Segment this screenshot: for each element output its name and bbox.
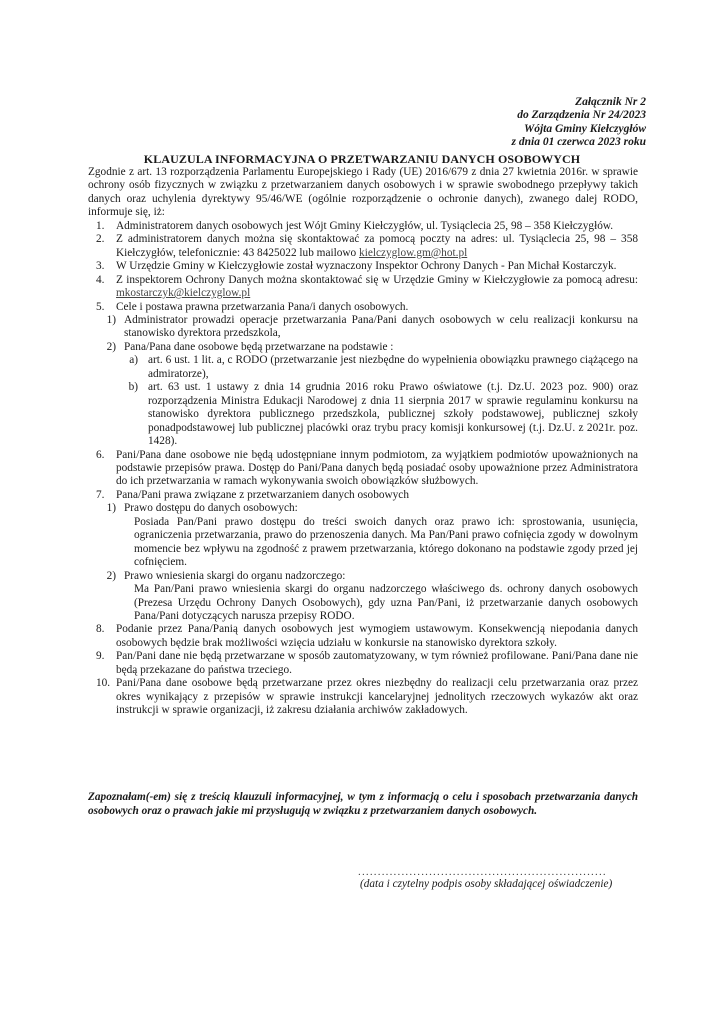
list-item xyxy=(88,650,638,677)
annex-number: Załącznik Nr 2 xyxy=(575,96,646,108)
document-title: KLAUZULA INFORMACYJNA O PRZETWARZANIU DANYCH OSOBOWYCH xyxy=(143,152,581,166)
item-text-body: Z inspektorem Ochrony Danych można skontaktować się w Urzędzie Gminy w Kiełczygłowie za pomocą adresu: xyxy=(116,273,638,286)
item-text-body: Z administratorem danych można się skontaktować za pomocą poczty na adres: ul. Tysiąclecia 25, 98 – 358 Kiełczygłów, telefonicznie: 43 8425022 lub mailowo xyxy=(116,233,638,259)
item-text: Administratorem danych osobowych jest Wójt Gminy Kiełczygłów, ul. Tysiąclecia 25, 98 – 358 Kiełczygłów. xyxy=(116,219,614,232)
list-item xyxy=(88,301,638,314)
sub-item-paragraph: Posiada Pan/Pani prawo dostępu do treści swoich danych oraz prawo ich: sprostowania, usunięcia, ograniczenia przetwarzania, prawo do przenoszenia danych. Ma Pan/Pani prawo cofnięcia zgody w dowolnym momencie bez wpływu na zgodność z prawem przetwarzania, którego dokonano na podstawie zgody przed jej cofnięciem. xyxy=(134,515,638,569)
sub-item xyxy=(88,314,638,341)
sub-item xyxy=(88,341,638,354)
item-number: 3. xyxy=(96,260,105,273)
item-text: Pan/Pani dane nie będą przetwarzane w sposób zautomatyzowany, w tym również profilowane. Pani/Pana dane nie będą przekazane do państwa trzeciego. xyxy=(116,650,638,676)
annex-decree: do Zarządzenia Nr 24/2023 xyxy=(517,109,646,122)
signature-caption: (data i czytelny podpis osoby składającej oświadczenie) xyxy=(360,878,613,890)
list-item xyxy=(88,260,638,273)
signature-line: ............................................................... xyxy=(358,866,607,878)
sub-sub-item-text: art. 63 ust. 1 ustawy z dnia 14 grudnia 2016 roku Prawo oświatowe (t.j. Dz.U. 2023 poz. 900) oraz rozporządzenia Ministra Edukacji Narodowej z dnia 11 sierpnia 2017 w sprawie regulaminu konkursu na stanowisko dyrektora publicznego przedszkola, publicznej szkoły podstawowej, publicznej szkoły ponadpodstawowej lub publicznej placówki oraz trybu pracy komisji konkursowej (t.j. Dz.U. z 2021r. poz. 1428). xyxy=(148,381,638,448)
list-item xyxy=(88,449,638,489)
list-item xyxy=(88,274,638,301)
item-text xyxy=(116,233,638,260)
sub-item-text: Prawo dostępu do danych osobowych: xyxy=(124,502,298,515)
sub-item-number: 2) xyxy=(106,340,116,353)
item-text: Pani/Pana dane osobowe nie będą udostępniane innym podmiotom, za wyjątkiem podmiotów upoważnionych na podstawie przepisów prawa. Dostęp do Pani/Pana danych będą posiadać osoby upoważnione przez Administratora do ich przetwarzania w ramach wykonywania swoich obowiązków służbowych. xyxy=(116,448,638,488)
consent-statement: Zapoznałam(-em) się z treścią klauzuli informacyjnej, w tym z informacją o celu i sposobach przetwarzania danych osobowych oraz o prawach jakie mi przysługują w związku z przetwarzaniem danych osobowych. xyxy=(88,791,638,817)
list-item xyxy=(88,220,638,233)
item-text xyxy=(116,274,638,301)
annex-header xyxy=(512,96,647,150)
intro-paragraph: Zgodnie z art. 13 rozporządzenia Parlamentu Europejskiego i Rady (UE) 2016/679 z dnia 27 kwietnia 2016r. w sprawie ochrony osób fizycznych w związku z przetwarzaniem danych osobowych i w sprawie swobodnego przepływy takich danych oraz uchylenia dyrektywy 95/46/WE (ogólnie rozporządzenie o ochronie danych), zwanego dalej RODO, informuje się, iż: xyxy=(88,166,638,219)
item-text: Podanie przez Pana/Panią danych osobowych jest wymogiem ustawowym. Konsekwencją niepodania danych osobowych będzie brak możliwości wzięcia udziału w konkursie na stanowisko dyrektora szkoły. xyxy=(116,623,638,649)
annex-date: z dnia 01 czerwca 2023 roku xyxy=(511,136,646,149)
annex-issuer: Wójta Gminy Kiełczygłów xyxy=(523,122,646,135)
admin-email-link[interactable]: kielczyglow.gm@hot.pl xyxy=(359,246,468,259)
item-number: 7. xyxy=(96,488,105,501)
sub-item xyxy=(88,570,638,583)
sub-sub-item xyxy=(88,354,638,381)
sub-sub-item-letter: a) xyxy=(129,354,138,367)
item-number: 9. xyxy=(96,650,105,663)
sub-item-number: 1) xyxy=(106,502,116,515)
sub-sub-item-letter: b) xyxy=(128,381,138,394)
list-item xyxy=(88,677,638,717)
sub-item-number: 1) xyxy=(106,313,116,326)
list-item xyxy=(88,233,638,260)
sub-item xyxy=(88,502,638,515)
item-number: 8. xyxy=(96,623,105,636)
item-number: 2. xyxy=(96,233,105,246)
item-text: Pani/Pana dane osobowe będą przetwarzane przez okres niezbędny do realizacji celu przetwarzania oraz przez okres wynikający z przepisów w sprawie instrukcji kancelaryjnej jednolitych rzeczowych wykazów akt oraz instrukcji w sprawie organizacji, iż zakresu działania archiwów zakładowych. xyxy=(116,677,638,717)
item-number: 4. xyxy=(96,273,105,286)
sub-item-text: Administrator prowadzi operacje przetwarzania Pana/Pani danych osobowych w celu realizacji konkursu na stanowisko dyrektora przedszkola, xyxy=(124,313,638,340)
item-text: Cele i postawa prawna przetwarzania Pana/i danych osobowych. xyxy=(116,300,409,313)
iod-email-link[interactable]: mkostarczyk@kielczyglow.pl xyxy=(116,287,251,300)
item-number: 10. xyxy=(96,677,111,690)
sub-sub-item xyxy=(88,381,638,448)
item-number: 1. xyxy=(96,219,105,232)
sub-item-paragraph: Ma Pan/Pani prawo wniesienia skargi do organu nadzorczego właściwego ds. ochrony danych osobowych (Prezesa Urzędu Ochrony Danych Osobowych), gdy uzna Pan/Pani, iż przetwarzanie danych osobowych Pana/Pani dotyczących narusza przepisy RODO. xyxy=(134,583,638,622)
item-text: Pana/Pani prawa związane z przetwarzaniem danych osobowych xyxy=(116,488,409,501)
sub-item-text: Pana/Pana dane osobowe będą przetwarzane na podstawie : xyxy=(124,340,394,353)
sub-item-text: Prawo wniesienia skargi do organu nadzorczego: xyxy=(124,569,346,582)
item-text: W Urzędzie Gminy w Kiełczygłowie został wyznaczony Inspektor Ochrony Danych - Pan Michał Kostarczyk. xyxy=(116,260,617,273)
item-number: 5. xyxy=(96,300,105,313)
list-item xyxy=(88,489,638,502)
sub-sub-item-text: art. 6 ust. 1 lit. a, c RODO (przetwarzanie jest niezbędne do wypełnienia obowiązku prawnego ciążącego na admiratorze), xyxy=(148,354,638,380)
item-number: 6. xyxy=(96,448,105,461)
list-item xyxy=(88,623,638,650)
sub-item-number: 2) xyxy=(106,569,116,582)
document-body xyxy=(88,166,638,718)
